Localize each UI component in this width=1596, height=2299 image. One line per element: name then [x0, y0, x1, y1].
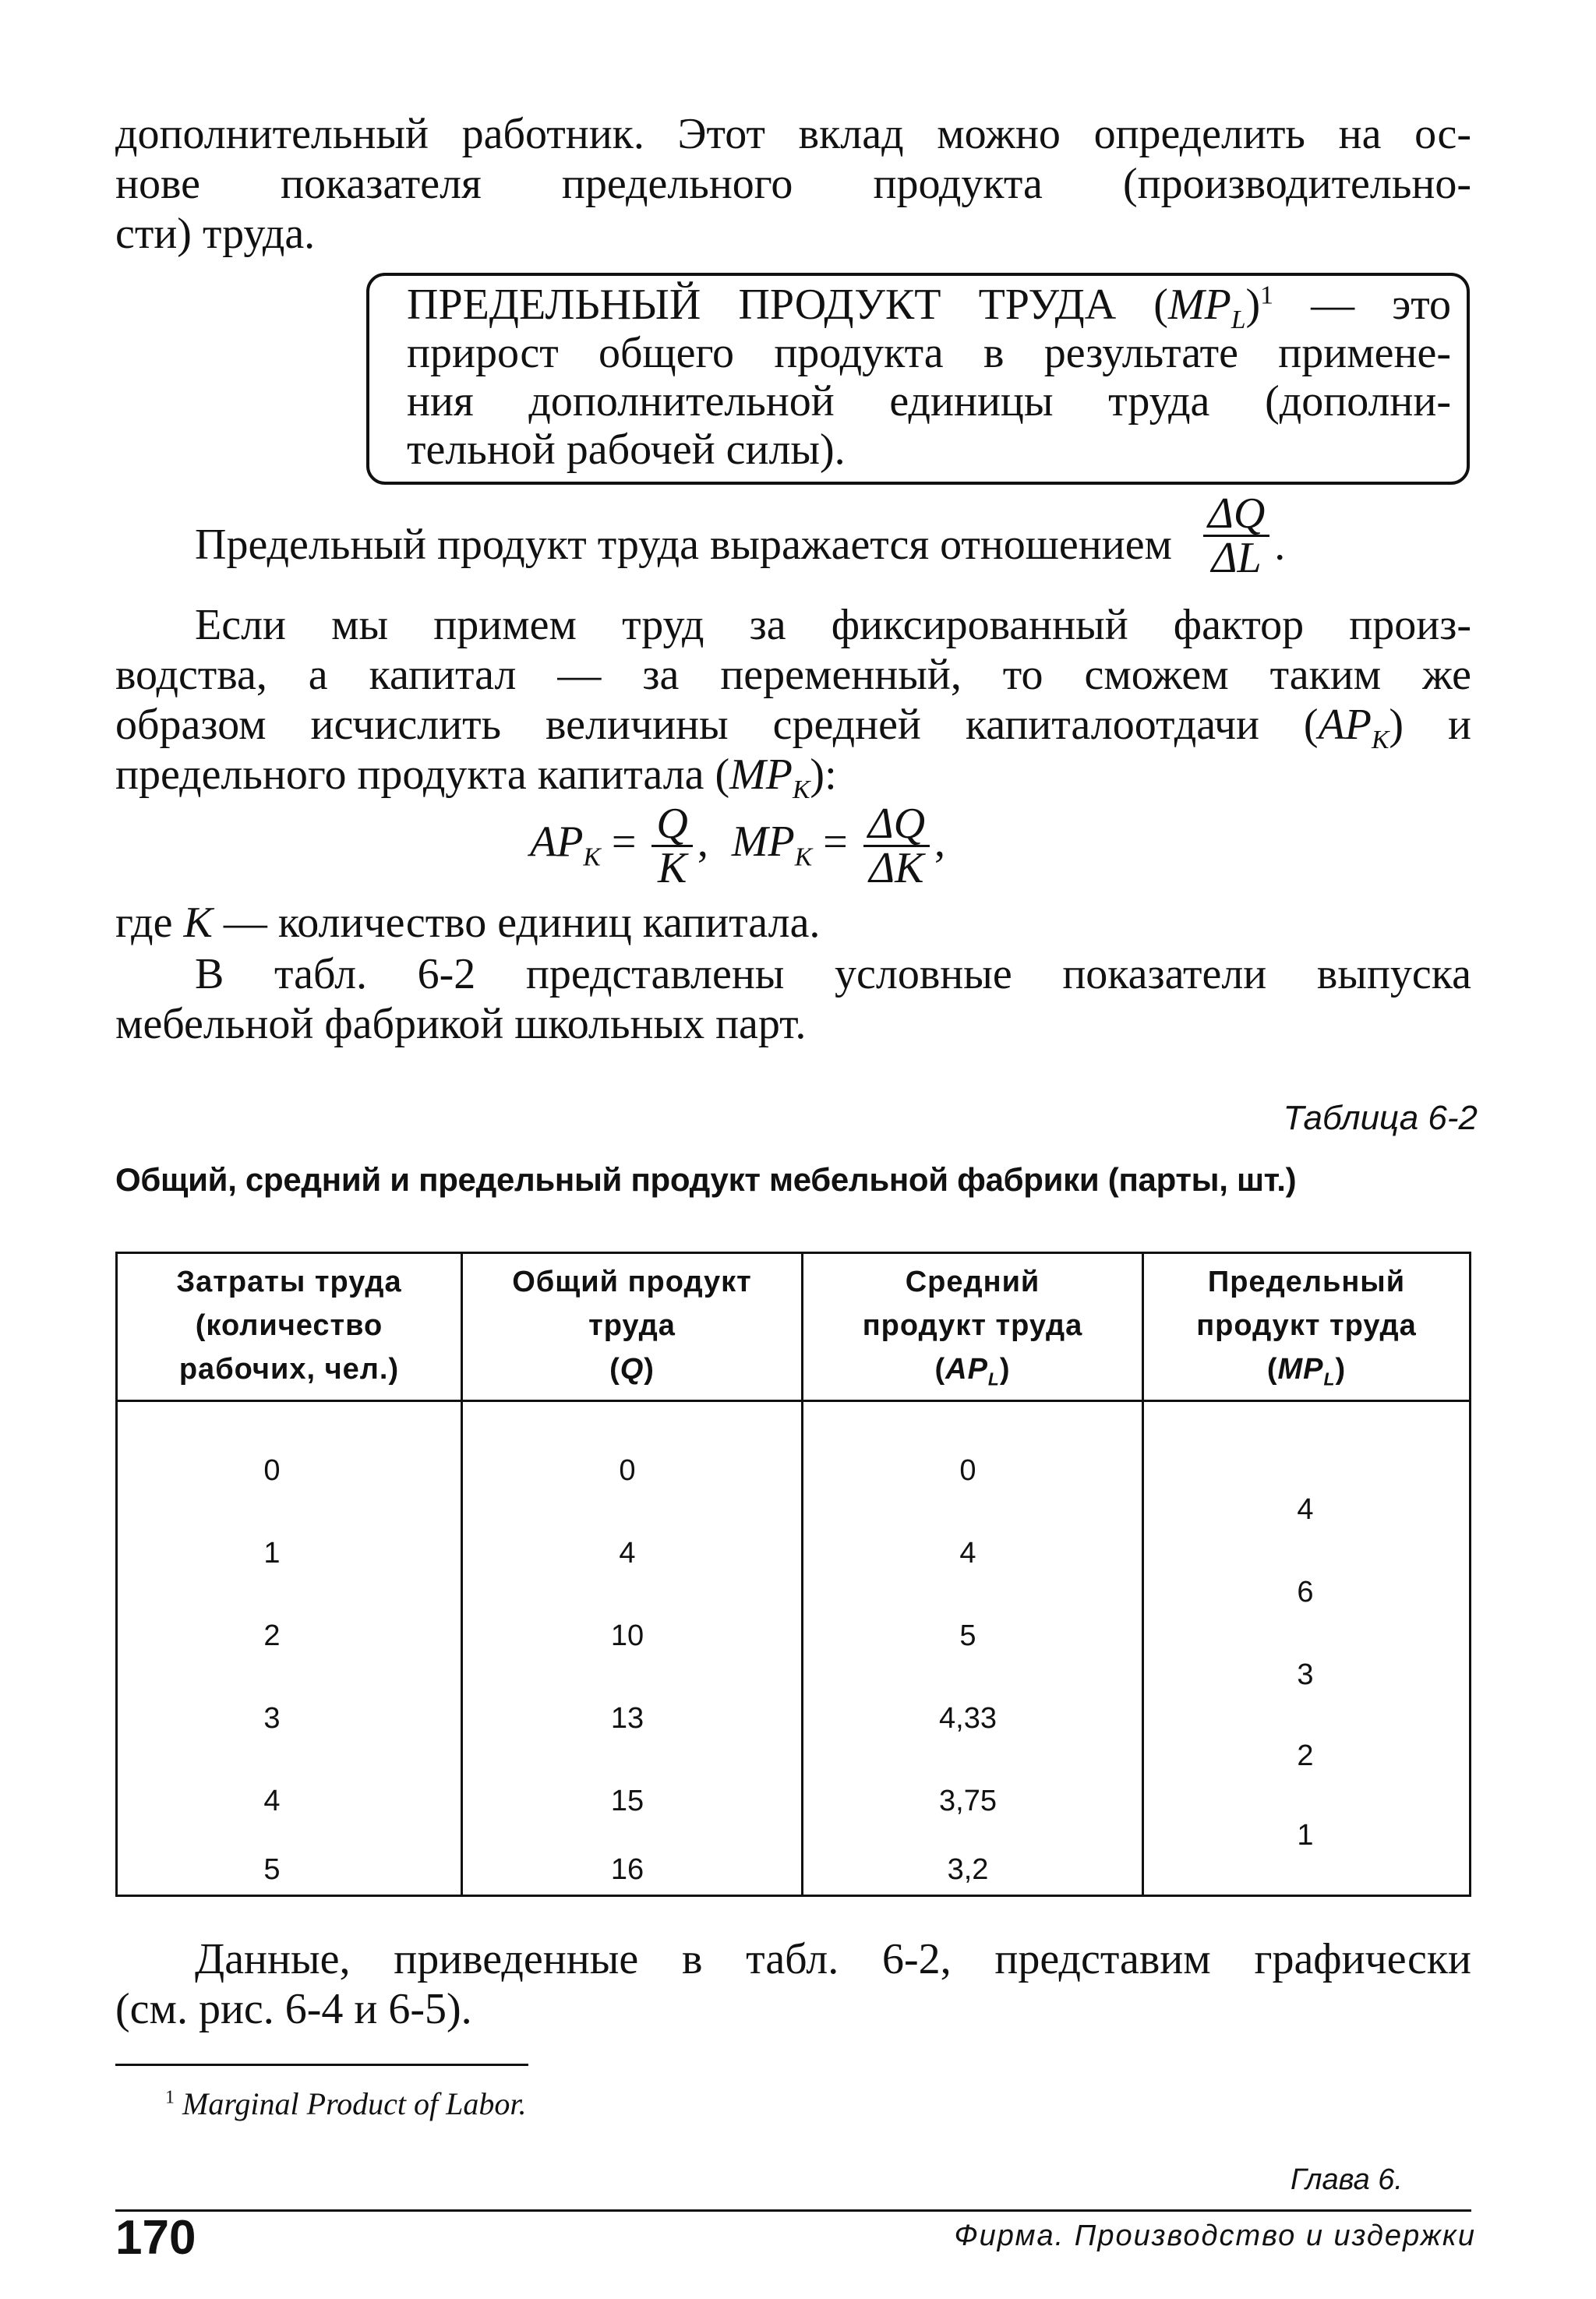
cell-marginal: 3	[1297, 1658, 1314, 1691]
cell-average: 4,33	[939, 1702, 997, 1735]
cell-labor: 4	[263, 1785, 281, 1817]
symbol-sub: L	[987, 1368, 1000, 1390]
footnote-text: Marginal Product of Labor.	[182, 2086, 527, 2121]
apk-subscript: K	[1372, 726, 1389, 755]
cell-marginal: 4	[1297, 1493, 1314, 1526]
header-symbol: $(MP_L)$	[1266, 1353, 1347, 1390]
symbol-sub: L	[1323, 1368, 1336, 1390]
text-line	[115, 750, 1471, 805]
cell-total: 4	[619, 1537, 636, 1570]
formula-ap: AP	[530, 818, 584, 867]
text-line: В табл. 6-2 представлены условные показатели выпуска	[195, 950, 1471, 998]
definition-term: ПРЕДЕЛЬНЫЙ ПРОДУКТ ТРУДА (	[407, 281, 1168, 329]
header-labor	[118, 1254, 461, 1402]
definition-line: тельной рабочей силы).	[407, 426, 846, 474]
text-line: Данные, приведенные в табл. 6-2, представим графически	[195, 1935, 1471, 1983]
table-title: Общий, средний и предельный продукт мебельной фабрики (парты, шт.)	[115, 1161, 1297, 1198]
column-divider	[1142, 1402, 1144, 1895]
footnote-mark: 1	[165, 2087, 175, 2108]
delta-q-over-delta-k-fraction	[863, 800, 930, 892]
header-marginal-product	[1142, 1254, 1469, 1402]
text-line: мебельной фабрикой школьных парт.	[115, 1000, 807, 1048]
footer-rule	[115, 2209, 1471, 2212]
cell-labor: 0	[263, 1454, 281, 1487]
header-total-product	[461, 1254, 801, 1402]
formula-mp: MP	[731, 818, 795, 867]
fraction-numerator: Q	[651, 803, 692, 847]
running-title: Фирма. Производство и издержки	[954, 2220, 1476, 2252]
header-line: Затраты труда	[176, 1266, 402, 1298]
page-number: 170	[115, 2211, 196, 2265]
definition-line	[407, 281, 1452, 335]
header-average-product	[801, 1254, 1142, 1402]
cell-marginal: 6	[1297, 1576, 1314, 1609]
column-divider	[461, 1402, 463, 1895]
header-line: продукт труда	[862, 1309, 1083, 1342]
cell-total: 0	[619, 1454, 636, 1487]
cell-total: 13	[610, 1702, 644, 1735]
footnote-rule	[115, 2064, 528, 2066]
formula-equals: =	[823, 818, 848, 867]
header-line: труда	[588, 1309, 676, 1342]
chapter-label: Глава 6.	[1291, 2163, 1403, 2196]
cell-average: 4	[959, 1537, 976, 1570]
header-line: Предельный	[1207, 1266, 1406, 1298]
fraction-numerator: ΔQ	[1203, 493, 1269, 537]
header-line: Средний	[905, 1266, 1040, 1298]
fraction-denominator: ΔL	[1211, 534, 1262, 582]
symbol: Q	[620, 1353, 644, 1386]
definition-text	[407, 281, 1451, 474]
cell-average: 0	[959, 1454, 976, 1487]
header-line: продукт труда	[1196, 1309, 1417, 1342]
column-divider	[801, 1402, 803, 1895]
header-line: (количество	[195, 1309, 383, 1342]
header-line: рабочих, чел.)	[178, 1353, 400, 1386]
fraction-numerator: ΔQ	[863, 803, 930, 847]
cell-average: 3,75	[939, 1785, 997, 1817]
apk-symbol: AP	[1318, 701, 1372, 749]
text-segment: ):	[810, 750, 837, 799]
text-line: дополнительный работник. Этот вклад можно определить на ос-	[115, 110, 1471, 158]
formula-ap-sub: K	[583, 842, 601, 872]
header-symbol: (Q)	[609, 1353, 655, 1386]
formula-comma: ,	[697, 818, 708, 867]
text-line: сти) труда.	[115, 210, 316, 258]
text-segment: образом исчислить величины средней капиталоотдачи (	[115, 701, 1319, 749]
text-segment: предельного продукта капитала (	[115, 750, 730, 799]
mpl-subscript: L	[1231, 305, 1246, 335]
mpl-sentence-text: Предельный продукт труда выражается отношением	[195, 521, 1172, 570]
definition-line: прирост общего продукта в результате примене-	[407, 329, 1451, 377]
where-line	[115, 898, 1471, 948]
header-line: Общий продукт	[512, 1266, 752, 1298]
q-over-k-fraction	[651, 800, 692, 892]
cell-marginal: 2	[1297, 1739, 1314, 1772]
mpl-symbol: MP	[1167, 281, 1231, 329]
cell-total: 15	[610, 1785, 644, 1817]
cell-labor: 2	[263, 1619, 281, 1652]
text-line	[115, 700, 1471, 755]
formula-end-comma: ,	[934, 818, 946, 867]
cell-total: 10	[610, 1619, 644, 1652]
footnote-mark: 1	[1260, 281, 1273, 310]
mpk-subscript: K	[793, 775, 810, 805]
product-table	[115, 1252, 1471, 1897]
text-line: водства, а капитал — за переменный, то сможем таким же	[115, 651, 1471, 699]
formula-equals: =	[611, 818, 637, 867]
symbol: AP	[945, 1353, 988, 1386]
sentence-period: .	[1274, 521, 1286, 570]
where-variable: K	[183, 899, 213, 947]
fraction-denominator: K	[657, 844, 687, 892]
cell-marginal: 1	[1297, 1819, 1314, 1852]
where-start: где	[115, 899, 184, 947]
mpl-close: )	[1245, 281, 1261, 329]
cell-labor: 1	[263, 1537, 281, 1570]
definition-dash: — это	[1273, 281, 1452, 329]
cell-average: 3,2	[947, 1853, 989, 1886]
paragraph-table-intro	[115, 949, 1471, 1049]
footnote	[165, 2085, 527, 2122]
paragraph-intro	[115, 109, 1471, 259]
formula-mp-sub: K	[794, 842, 813, 872]
paragraph-capital	[115, 600, 1471, 805]
formula-apk-mpk	[530, 800, 1153, 892]
paragraph-graph-ref	[115, 1934, 1471, 2034]
fraction-denominator: ΔK	[869, 844, 924, 892]
text-line: нове показателя предельного продукта (производительно-	[115, 160, 1471, 208]
symbol: MP	[1277, 1353, 1324, 1386]
text-segment: ) и	[1389, 701, 1471, 749]
delta-q-over-delta-l	[1203, 489, 1269, 582]
mpk-symbol: MP	[729, 750, 793, 799]
cell-labor: 5	[263, 1853, 281, 1886]
cell-total: 16	[610, 1853, 644, 1886]
where-end: — количество единиц капитала.	[212, 899, 821, 947]
table-label: Таблица 6-2	[1283, 1099, 1478, 1137]
text-line: (см. рис. 6-4 и 6-5).	[115, 1985, 472, 2033]
text-line: Если мы примем труд за фиксированный фактор произ-	[195, 601, 1471, 649]
definition-line: ния дополнительной единицы труда (дополни-	[407, 377, 1451, 426]
cell-average: 5	[959, 1619, 976, 1652]
cell-labor: 3	[263, 1702, 281, 1735]
header-symbol: $(AP_L)$	[934, 1353, 1011, 1390]
